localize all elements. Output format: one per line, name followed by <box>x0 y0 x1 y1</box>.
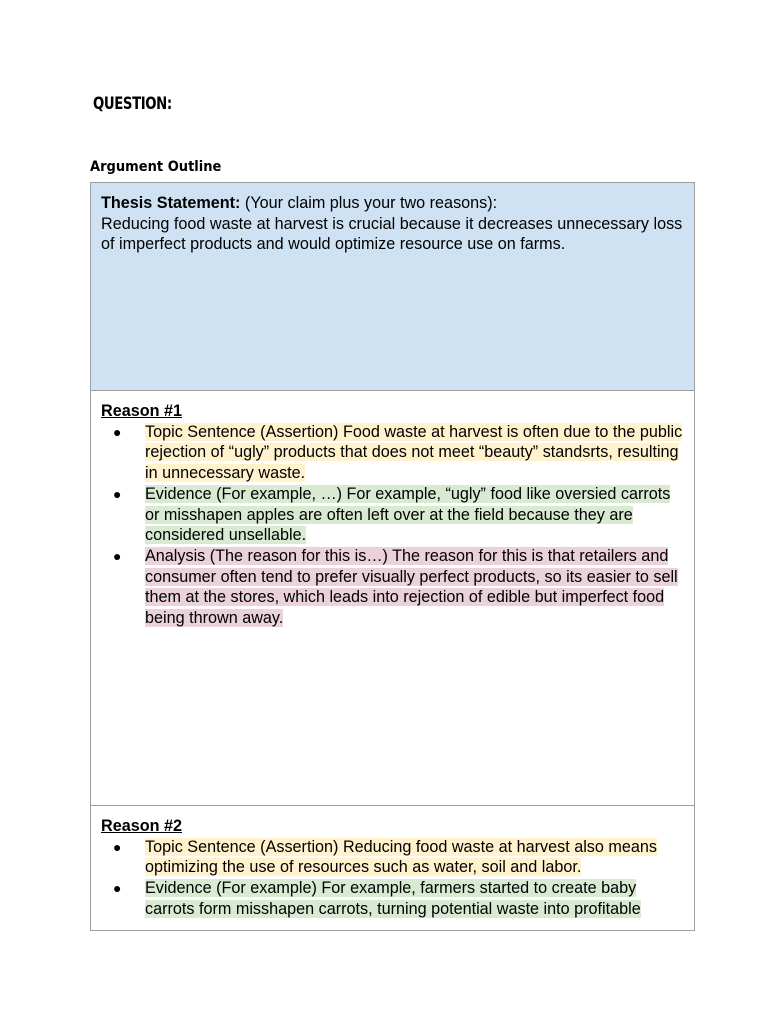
reason1-bullet-list <box>101 422 684 629</box>
reason1-evidence-text: Evidence (For example, …) For example, “ugly” food like oversied carrots or misshapen apples are often left over at the field because they are considered unsellable. <box>145 484 671 545</box>
question-heading: QUESTION: <box>93 94 172 114</box>
reason2-evidence-text: Evidence (For example) For example, farmers started to create baby carrots form misshapen carrots, turning potential waste into profitable <box>145 879 641 918</box>
reason2-topic-text: Topic Sentence (Assertion) Reducing food waste at harvest also means optimizing the use of resources such as water, soil and labor. <box>145 837 657 877</box>
bullet-icon: ● <box>113 880 122 897</box>
reason2-evidence <box>101 878 684 919</box>
reason1-analysis-text: Analysis (The reason for this is…) The reason for this is that retailers and consumer often tend to prefer visually perfect products, so its easier to sell them at the stores, which leads into rejection of edible but imperfect food being thrown away. <box>145 546 678 628</box>
reason2-topic-sentence <box>101 837 684 878</box>
bullet-icon: ● <box>113 485 122 502</box>
reason1-analysis <box>101 546 684 629</box>
outline-title: Argument Outline <box>90 159 222 175</box>
reason1-topic-text: Topic Sentence (Assertion) Food waste at harvest is often due to the public rejection of “ugly” products that does not meet “beauty” standsrts, resulting in unnecessary waste. <box>145 422 683 483</box>
argument-outline-table <box>90 182 695 931</box>
bullet-icon: ● <box>113 547 122 564</box>
bullet-icon: ● <box>113 838 122 855</box>
bullet-icon: ● <box>113 423 122 440</box>
reason2-bullet-list <box>101 837 684 920</box>
reason1-heading: Reason #1 <box>101 402 182 420</box>
reason1-evidence <box>101 484 684 546</box>
thesis-text: Reducing food waste at harvest is crucial because it decreases unnecessary loss of imperfect products and would optimize resource use on farms. <box>101 214 683 254</box>
reason2-heading: Reason #2 <box>101 817 182 835</box>
reason2-cell[interactable] <box>91 806 694 930</box>
thesis-label: Thesis Statement: <box>101 194 241 212</box>
reason1-topic-sentence <box>101 422 684 484</box>
thesis-cell[interactable] <box>91 183 694 391</box>
reason1-cell[interactable] <box>91 391 694 806</box>
thesis-prompt: (Your claim plus your two reasons): <box>240 194 498 212</box>
